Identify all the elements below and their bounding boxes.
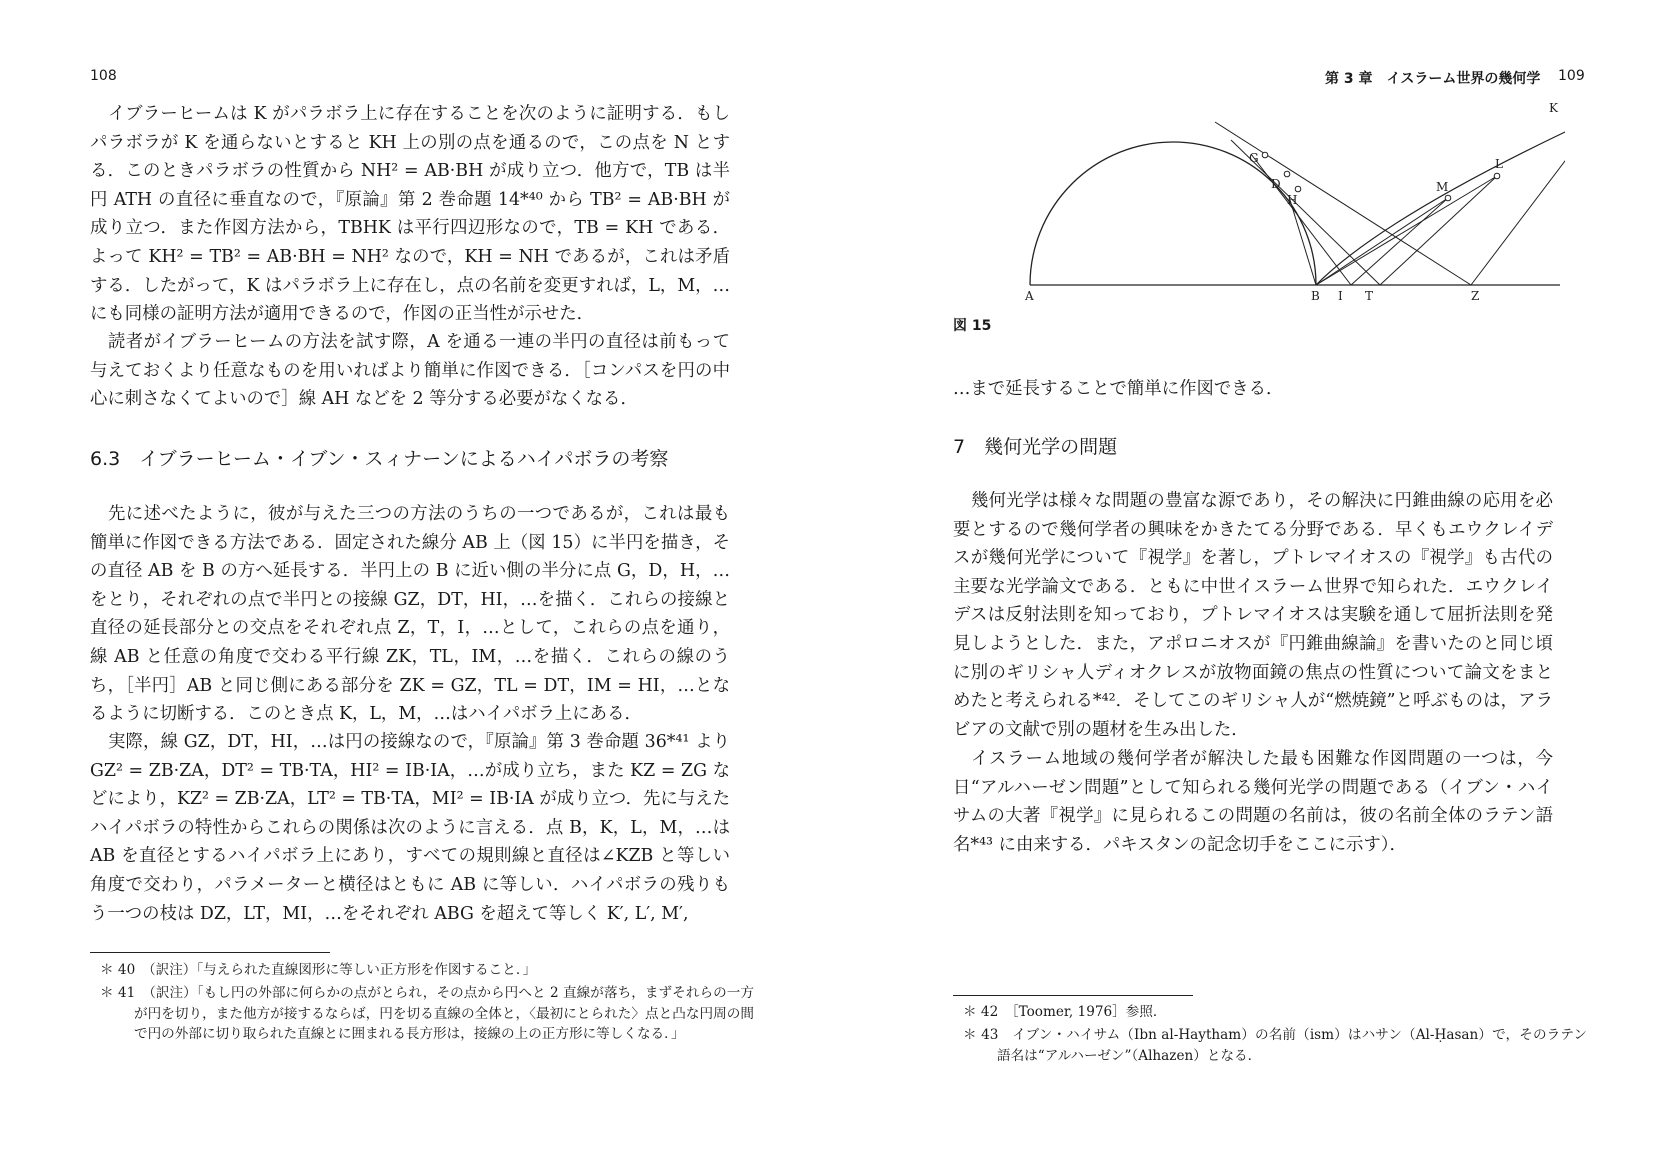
footnote-41: ＊ 41 （訳注）「もし円の外部に何らかの点がとられ，その点から円へと 2 直線が落ち，まずそれらの一方が円を切り，また他方が接するならば，円を切る直線の全体と，〈最初にとられた〉点と凸な円周の間で円の外部に切り取られた直線とに囲まれる長方形は，接線の上の正方形に等しくなる．」 bbox=[100, 985, 754, 1042]
footnote-rule-left bbox=[90, 952, 330, 953]
point-g bbox=[1262, 152, 1268, 158]
label-h: H bbox=[1287, 193, 1298, 207]
line-bh bbox=[1290, 200, 1316, 285]
line-im bbox=[1351, 198, 1448, 285]
paragraph-alhazen: イスラーム地域の幾何学者が解決した最も困難な作図問題の一つは，今日“アルハーゼン問題”として知られる幾何光学の問題である（イブン・ハイサムの大著『視学』に見られるこの問題の名前は，彼の名前全体のラテン語名*⁴³ に由来する．パキスタンの記念切手をここに示す）． bbox=[953, 749, 1553, 855]
label-m: M bbox=[1436, 180, 1449, 194]
point-h bbox=[1295, 186, 1301, 192]
footnote-43: ＊ 43 イブン・ハイサム（Ibn al-Haytham）の名前（ism）はハサン（Al-Ḥasan）で，そのラテン語名は“アルハーゼン”（Alhazen）となる． bbox=[963, 1027, 1587, 1064]
point-l bbox=[1494, 173, 1500, 179]
right-page bbox=[835, 0, 1670, 1163]
paragraph-construction: 先に述べたように，彼が与えた三つの方法のうちの一つであるが，これは最も簡単に作図できる方法である．固定された線分 AB 上（図 15）に半円を描き，その直径 AB を B の方へ延長する．半円上の B に近い側の半分に点 G，D，H，…をとり，それぞれの点で半円との接線 GZ，DT，HI，…を描く．これらの接線と直径の延長部分との交点をそれぞれ点 Z，T，I，…として，これらの点を通り，線 AB と任意の角度で交わる平行線 ZK，TL，IM，…を描く．これらの線のうち，［半円］AB と同じ側にある部分を ZK = GZ，TL = DT，IM = HI，…となるように切断する．このとき点 K，L，M，…はハイパボラ上にある． bbox=[90, 504, 730, 725]
line-bl bbox=[1316, 176, 1497, 285]
point-d bbox=[1284, 171, 1290, 177]
footnote-42: ＊ 42 ［Toomer, 1976］参照． bbox=[963, 1004, 1167, 1020]
label-b: B bbox=[1311, 289, 1320, 303]
section-heading-7: 7 幾何光学の問題 bbox=[953, 436, 1118, 458]
footnote-rule-right bbox=[953, 995, 1193, 996]
label-g: G bbox=[1249, 151, 1259, 165]
line-zk bbox=[1471, 116, 1565, 285]
paragraph-optics: 幾何光学は様々な問題の豊富な源であり，その解決に円錐曲線の応用を必要とするので幾何学者の興味をかきたてる分野である．早くもエウクレイデスが幾何光学について『視学』を著し，プトレマイオスの『視学』も古代の主要な光学論文である．ともに中世イスラーム世界で知られた．エウクレイデスは反射法則を知っており，プトレマイオスは実験を通して屈折法則を発見しようとした．また，アポロニオスが『円錐曲線論』を書いたのと同じ頃に別のギリシャ人ディオクレスが放物面鏡の焦点の性質について論文をまとめたと考えられる*⁴²．そしてこのギリシャ人が“燃焼鏡”と呼ぶものは，アラビアの文献で別の題材を生み出した． bbox=[953, 491, 1553, 740]
semicircle-arc bbox=[1030, 142, 1316, 285]
point-m bbox=[1445, 195, 1451, 201]
label-a: A bbox=[1025, 289, 1034, 303]
paragraph-proof: イブラーヒームは K がパラボラ上に存在することを次のように証明する．もしパラボラが K を通らないとすると KH 上の別の点を通るので，この点を N とする．このときパラボラの性質から NH² = AB·BH が成り立つ．他方で，TB は半円 ATH の直径に垂直なので，『原論』第 2 巻命題 14*⁴⁰ から TB² = AB·BH が成り立つ．また作図方法から，TBHK は平行四辺形なので，TB = KH である．よって KH² = TB² = AB·BH = NH² なので，KH = NH であるが，これは矛盾する．したがって，K はパラボラ上に存在し，点の名前を変更すれば，L，M，…にも同様の証明方法が適用できるので，作図の正当性が示せた． bbox=[90, 104, 730, 325]
label-d: D bbox=[1271, 177, 1281, 191]
label-l: L bbox=[1495, 157, 1503, 171]
page-number-right: 109 bbox=[1558, 68, 1585, 84]
footnote-40: ＊ 40 （訳注）「与えられた直線図形に等しい正方形を作図すること．」 bbox=[100, 962, 537, 978]
label-k: K bbox=[1549, 101, 1558, 115]
label-i: I bbox=[1338, 289, 1343, 303]
section-heading-6-3: 6.3 イブラーヒーム・イブン・スィナーンによるハイパボラの考察 bbox=[90, 448, 669, 470]
paragraph-tangents: 実際，線 GZ，DT，HI，…は円の接線なので，『原論』第 3 巻命題 36*⁴¹ より GZ² = ZB·ZA，DT² = TB·TA，HI² = IB·IA，…が成り立ち，また KZ = ZG などにより，KZ² = ZB·ZA，LT² = TB·TA，MI² = IB·IA が成り立つ．先に与えたハイパボラの特性からこれらの関係は次のように言える．点 B，K，L，M，…は AB を直径とするハイパボラ上にあり，すべての規則線と直径は∠KZB と等しい角度で交わり，パラメーターと横径はともに AB に等しい．ハイパボラの残りもう一つの枝は DZ，LT，MI，…をそれぞれ ABG を超えて等しく K′, L′, M′, bbox=[90, 732, 730, 924]
label-t: T bbox=[1365, 289, 1374, 303]
tangent-hi bbox=[1251, 154, 1351, 285]
figure-caption: 図 15 bbox=[953, 318, 992, 334]
label-z: Z bbox=[1471, 289, 1480, 303]
page-number-left: 108 bbox=[90, 68, 117, 84]
running-head: 第 3 章 イスラーム世界の幾何学 bbox=[1325, 71, 1541, 87]
paragraph-continuation: …まで延長することで簡単に作図できる． bbox=[953, 379, 1284, 399]
paragraph-reader-tip: 読者がイブラーヒームの方法を試す際，A を通る一連の半円の直径は前もって与えておくより任意なものを用いればより簡単に作図できる．［コンパスを円の中心に刺さなくてよいので］線 AH などを 2 等分する必要がなくなる． bbox=[90, 332, 730, 410]
figure-15-diagram bbox=[985, 100, 1565, 310]
